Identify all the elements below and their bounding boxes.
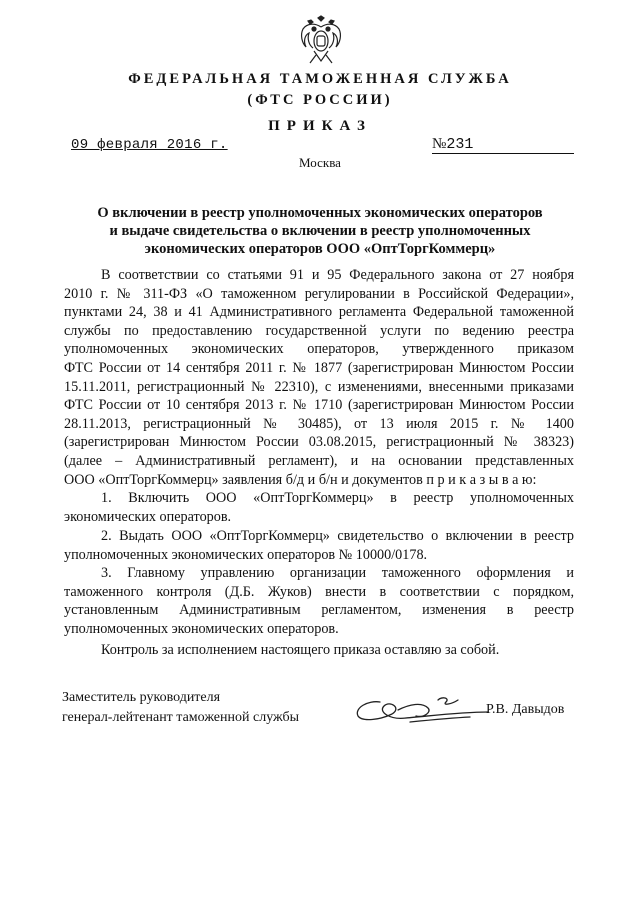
title-line: и выдаче свидетельства о включении в реестр уполномоченных [109,223,531,239]
body-line: ФТС России от 10 сентября 2013 г. № 1710 (зарегистрирован Минюстом России [64,397,574,414]
body-line: таможенного контроля (Д.Б. Жуков) внести в соответствии с порядком, [64,583,574,600]
document-type: ПРИКАЗ [268,118,372,134]
order-number-underline [432,153,574,154]
body-line: уполномоченных экономических операторов, утвержденного приказом [64,341,574,358]
organization-abbreviation: (ФТС РОССИИ) [247,92,393,108]
body-line: 3. Главному управлению организации таможенного оформления и [101,565,574,581]
body-line: ООО «ОптТоргКоммерц» заявления б/д и б/н и документов п р и к а з ы в а ю: [64,471,537,488]
body-line: уполномоченных экономических операторов. [64,620,339,637]
issue-city: Москва [299,155,341,170]
order-item-3 [64,564,574,638]
order-item-2 [64,527,574,564]
body-line: пунктами 24, 38 и 41 Административного регламента Федеральной таможенной [64,304,574,321]
organization-name: ФЕДЕРАЛЬНАЯ ТАМОЖЕННАЯ СЛУЖБА [128,71,512,87]
handwritten-signature [350,690,490,730]
body-line: экономических операторов. [64,508,232,525]
body-line: 15.11.2011, регистрационный № 22310), с изменениями, внесенными приказами [64,378,574,395]
order-number: №231 [432,136,474,153]
control-clause: Контроль за исполнением настоящего приказа оставляю за собой. [101,642,500,658]
order-item-1 [64,489,574,526]
position-line: генерал-лейтенант таможенной службы [62,710,300,725]
position-line: Заместитель руководителя [62,690,221,705]
title-line: О включении в реестр уполномоченных экономических операторов [97,205,543,221]
coat-of-arms-icon [297,15,345,67]
body-line: 1. Включить ООО «ОптТоргКоммерц» в реестр уполномоченных [101,490,574,506]
body-line: службы по предоставлению государственной услуги по ведению реестра [64,322,574,339]
document-title [0,204,640,258]
body-line: уполномоченных экономических операторов № 10000/0178. [64,546,428,563]
order-date: 09 февраля 2016 г. [71,137,228,153]
title-line: экономических операторов ООО «ОптТоргКоммерц» [144,241,496,257]
preamble-paragraph [64,266,574,489]
body-line: установленным Административным регламентом, изменения в реестр [64,602,574,619]
body-line: ФТС России от 14 сентября 2011 г. № 1877 (зарегистрирован Минюстом России [64,359,574,376]
body-line: (далее – Административный регламент), и на основании представленных [64,452,574,469]
body-line: В соответствии со статьями 91 и 95 Федерального закона от 27 ноября [101,267,574,283]
body-line: 2010 г. № 311-ФЗ «О таможенном регулировании в Российской Федерации», [64,285,574,302]
body-line: 2. Выдать ООО «ОптТоргКоммерц» свидетельство о включении в реестр [101,528,574,544]
body-line: (зарегистрирован Минюстом России 03.08.2015, регистрационный № 38323) [64,434,574,451]
body-line: 28.11.2013, регистрационный № 30485), от 13 июля 2015 г. № 1400 [64,415,574,432]
signatory-name: Р.В. Давыдов [486,702,565,717]
signatory-position [62,688,299,728]
